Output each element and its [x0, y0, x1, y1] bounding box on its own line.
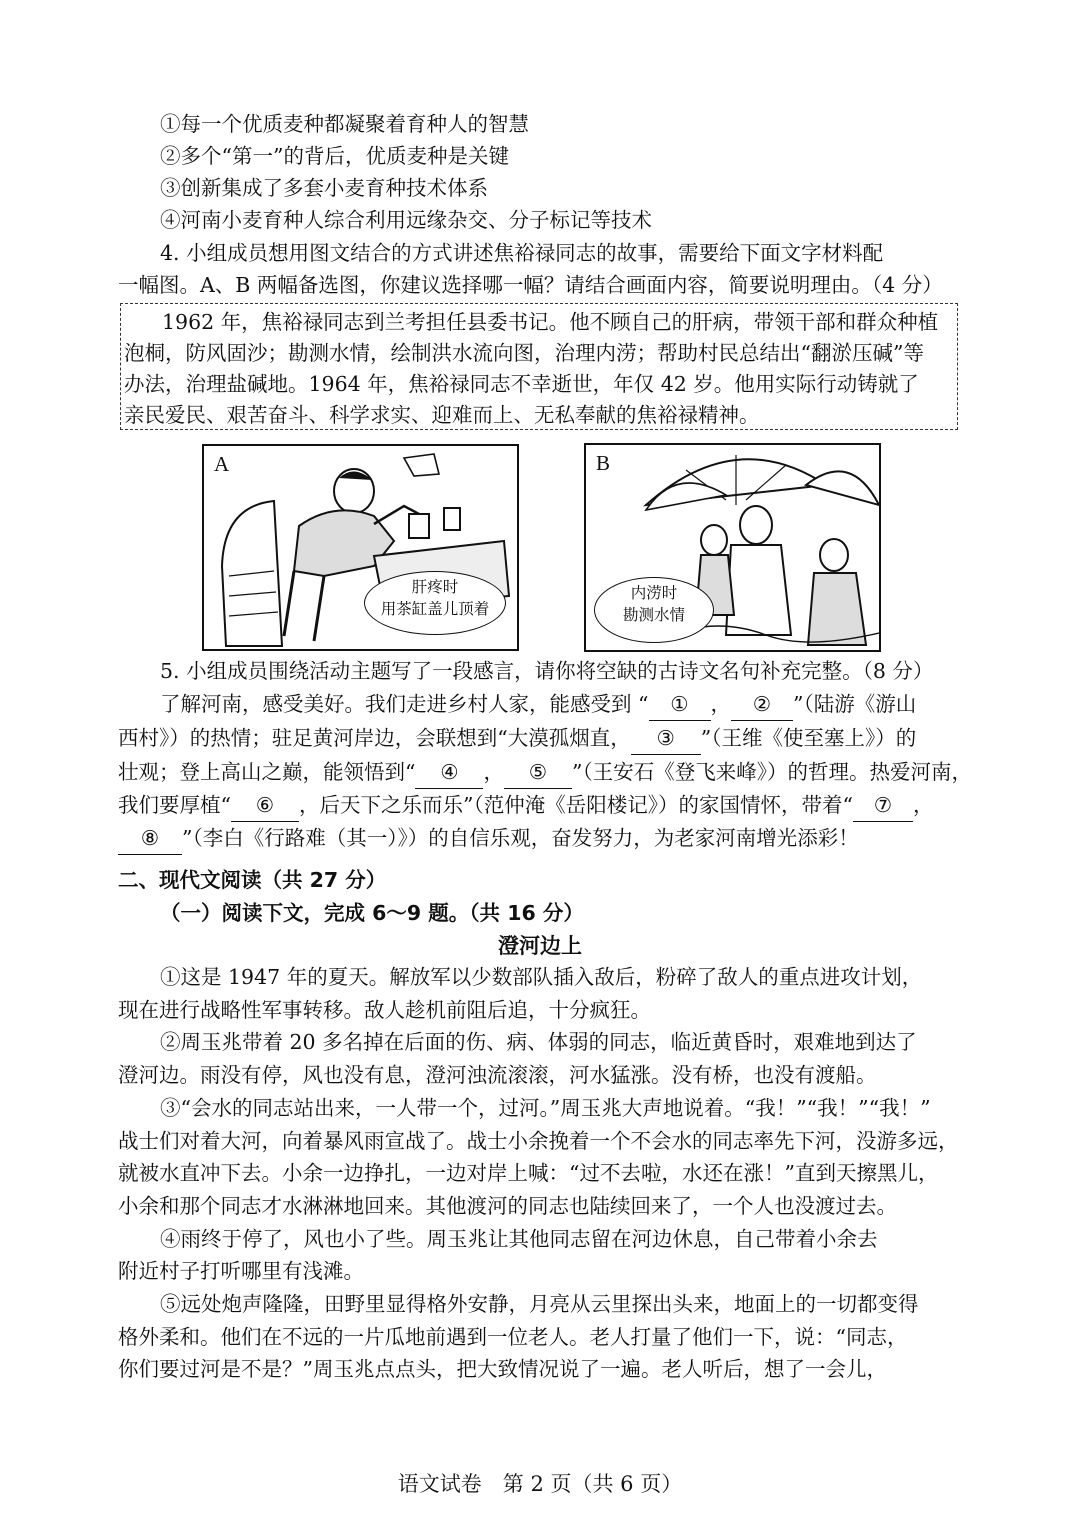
article-line: 就被水直冲下去。小余一边挣扎，一边对岸上喊：“过不去啦，水还在涨！”直到天擦黑儿，	[118, 1161, 939, 1186]
blank-2: ②	[731, 688, 793, 721]
picture-b	[584, 443, 881, 652]
article-title: 澄河边上	[498, 934, 582, 958]
text: ，	[710, 692, 731, 716]
text: 壮观；登上高山之巅，能领悟到“	[118, 760, 416, 784]
text: ，	[483, 760, 504, 784]
article-line: 澄河边。雨没有停，风也没有息，澄河浊流滚滚，河水猛涨。没有桥，也没有渡船。	[118, 1063, 877, 1088]
caption-line: 用茶缸盖儿顶着	[380, 600, 490, 618]
article-line: 现在进行战略性军事转移。敌人趁机前阻后追，十分疯狂。	[118, 997, 651, 1022]
material-line: 1962 年，焦裕禄同志到兰考担任县委书记。他不顾自己的肝病，带领干部和群众种植	[162, 310, 939, 334]
picture-a	[202, 444, 519, 651]
text: ”（王维《使至塞上》）的	[700, 726, 917, 750]
article-line: 你们要过河是不是？”周玉兆点点头，把大致情况说了一遍。老人听后，想了一会儿，	[118, 1357, 887, 1382]
caption-line: 勘测水情	[622, 606, 685, 624]
blank-3: ③	[631, 722, 701, 755]
picture-b-caption	[594, 577, 714, 643]
material-line: 亲民爱民、艰苦奋斗、科学求实、迎难而上、无私奉献的焦裕禄精神。	[124, 403, 760, 427]
text: 我们要厚植“	[118, 793, 231, 817]
question-5-line	[160, 688, 968, 721]
blank-5: ⑤	[504, 756, 572, 789]
blank-1: ①	[649, 688, 711, 721]
article-line: 格外柔和。他们在不远的一片瓜地前遇到一位老人。老人打量了他们一下，说：“同志，	[118, 1324, 908, 1349]
section-heading: 二、现代文阅读（共 27 分）	[118, 868, 387, 892]
question-4-line-2: 一幅图。A、B 两幅备选图，你建议选择哪一幅？请结合画面内容，简要说明理由。（4 分）	[118, 273, 943, 297]
option-2: ②多个“第一”的背后，优质麦种是关键	[160, 144, 509, 168]
article-line: ⑤远处炮声隆隆，田野里显得格外安静，月亮从云里探出头来，地面上的一切都变得	[160, 1292, 919, 1316]
article-line: 小余和那个同志才水淋淋地回来。其他渡河的同志也陆续回来了，一个人也没渡过去。	[118, 1193, 897, 1218]
text: ”（李白《行路难（其一）》）的自信乐观，奋发努力，为老家河南增光添彩！	[182, 826, 859, 850]
material-line: 泡桐，防风固沙；勘测水情，绘制洪水流向图，治理内涝；帮助村民总结出“翻淤压碱”等	[124, 341, 924, 365]
caption-line: 肝疼时	[411, 578, 459, 596]
question-5-line	[118, 756, 972, 789]
article-line: ④雨终于停了，风也小了些。周玉兆让其他同志留在河边休息，自己带着小余去	[160, 1226, 878, 1251]
picture-a-caption	[364, 571, 506, 635]
blank-7: ⑦	[853, 789, 913, 822]
article-line: 附近村子打听哪里有浅滩。	[118, 1259, 364, 1284]
page-footer: 语文试卷 第 2 页（共 6 页）	[397, 1472, 683, 1496]
text: 西村》）的热情；驻足黄河岸边，会联想到“大漠孤烟直，	[118, 726, 631, 750]
article-line: ②周玉兆带着 20 多名掉在后面的伤、病、体弱的同志，临近黄昏时，艰难地到达了	[160, 1030, 917, 1055]
blank-6: ⑥	[231, 789, 299, 822]
question-5-title: 5. 小组成员围绕活动主题写了一段感言，请你将空缺的古诗文名句补充完整。（8 分）	[160, 659, 934, 683]
text: ，后天下之乐而乐”（范仲淹《岳阳楼记》）的家国情怀，带着“	[298, 793, 853, 817]
option-3: ③创新集成了多套小麦育种技术体系	[160, 176, 488, 200]
article-line: ③“会水的同志站出来，一人带一个，过河。”周玉兆大声地说着。“我！”“我！”“我！”	[160, 1095, 931, 1120]
option-4: ④河南小麦育种人综合利用远缘杂交、分子标记等技术	[160, 208, 652, 232]
picture-a-label: A	[214, 452, 230, 476]
blank-8: ⑧	[118, 822, 182, 855]
article-line: 战士们对着大河，向着暴风雨宣战了。战士小余挽着一个不会水的同志率先下河，没游多远，	[118, 1128, 959, 1153]
material-line: 办法，治理盐碱地。1964 年，焦裕禄同志不幸逝世，年仅 42 岁。他用实际行动铸就了	[124, 372, 919, 396]
question-4-line-1: 4. 小组成员想用图文结合的方式讲述焦裕禄同志的故事，需要给下面文字材料配	[160, 241, 884, 265]
text: ，	[912, 793, 934, 817]
caption-line: 内涝时	[630, 584, 678, 602]
option-1: ①每一个优质麦种都凝聚着育种人的智慧	[160, 112, 529, 136]
question-5-line	[118, 822, 968, 855]
text: ”（王安石《登飞来峰》）的哲理。热爱河南，	[571, 760, 972, 784]
text: ”（陆游《游山	[793, 692, 917, 716]
text: 了解河南，感受美好。我们走进乡村人家，能感受到 “	[160, 692, 649, 716]
question-5-line	[118, 789, 968, 822]
subsection-heading: （一）阅读下文，完成 6～9 题。（共 16 分）	[160, 901, 584, 925]
question-5-line	[118, 722, 968, 755]
article-line: ①这是 1947 年的夏天。解放军以少数部队插入敌后，粉碎了敌人的重点进攻计划，	[160, 965, 923, 989]
blank-4: ④	[415, 756, 483, 789]
picture-b-label: B	[596, 451, 611, 475]
